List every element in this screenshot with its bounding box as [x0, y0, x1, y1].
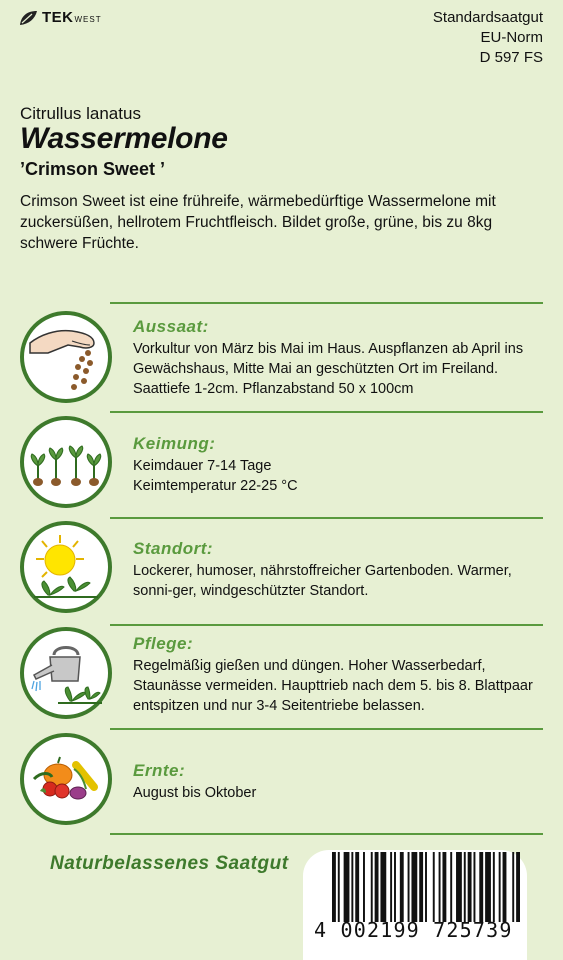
- divider: [110, 302, 543, 304]
- standard-label: Standardsaatgut: [432, 9, 543, 26]
- seeding-hand-icon: [20, 311, 112, 403]
- barcode-number: 4 002199 725739: [314, 918, 513, 942]
- eu-norm-label: EU-Norm: [480, 29, 543, 46]
- section-body-standort: Lockerer, humoser, nährstoffreicher Gartenboden. Warmer, sonni-ger, windgeschützter Standort.: [133, 563, 512, 599]
- divider: [110, 728, 543, 730]
- divider: [110, 411, 543, 413]
- section-title-standort: Standort:: [133, 539, 214, 558]
- leaf-logo-icon: [18, 10, 38, 26]
- barcode-icon: [332, 852, 520, 922]
- divider: [110, 517, 543, 519]
- section-body-keimung: Keimdauer 7-14 Tage Keimtemperatur 22-25 °C: [133, 458, 298, 494]
- section-title-keimung: Keimung:: [133, 434, 216, 453]
- product-code: D 597 FS: [479, 49, 543, 66]
- brand-name: TEKWEST: [42, 9, 102, 26]
- seed-standard-info: [433, 8, 543, 68]
- slogan: Naturbelassenes Saatgut: [50, 853, 289, 874]
- latin-name: Citrullus lanatus: [20, 104, 141, 123]
- product-title: Wassermelone: [20, 122, 228, 155]
- section-body-aussaat: Vorkultur von März bis Mai im Haus. Auspflanzen ab April ins Gewächshaus, Mitte Mai an geschützten Ort im Freiland. Saattiefe 1-2cm. Pflanzabstand 50 x 100cm: [133, 341, 524, 397]
- sun-plants-icon: [20, 521, 112, 613]
- section-title-pflege: Pflege:: [133, 634, 194, 653]
- seedlings-icon: [20, 416, 112, 508]
- section-title-ernte: Ernte:: [133, 761, 186, 780]
- section-body-pflege: Regelmäßig gießen und düngen. Hoher Wasserbedarf, Staunässe vermeiden. Haupttrieb nach dem 5. bis 8. Blattpaar entspitzen und nur 3-4 Seitentriebe belassen.: [133, 658, 533, 714]
- section-title-aussaat: Aussaat:: [133, 317, 209, 336]
- variety-name: ’Crimson Sweet ’: [20, 159, 166, 179]
- section-body-ernte: August bis Oktober: [133, 785, 257, 801]
- watering-can-icon: [20, 627, 112, 719]
- brand-logo: [18, 9, 102, 26]
- harvest-vegetables-icon: [20, 733, 112, 825]
- divider: [110, 624, 543, 626]
- divider: [110, 833, 543, 835]
- product-description: Crimson Sweet ist eine frühreife, wärmebedürftige Wassermelone mit zuckersüßen, hellrotem Fruchtfleisch. Bildet große, grüne, bis zu 8kg schwere Früchte.: [20, 193, 496, 252]
